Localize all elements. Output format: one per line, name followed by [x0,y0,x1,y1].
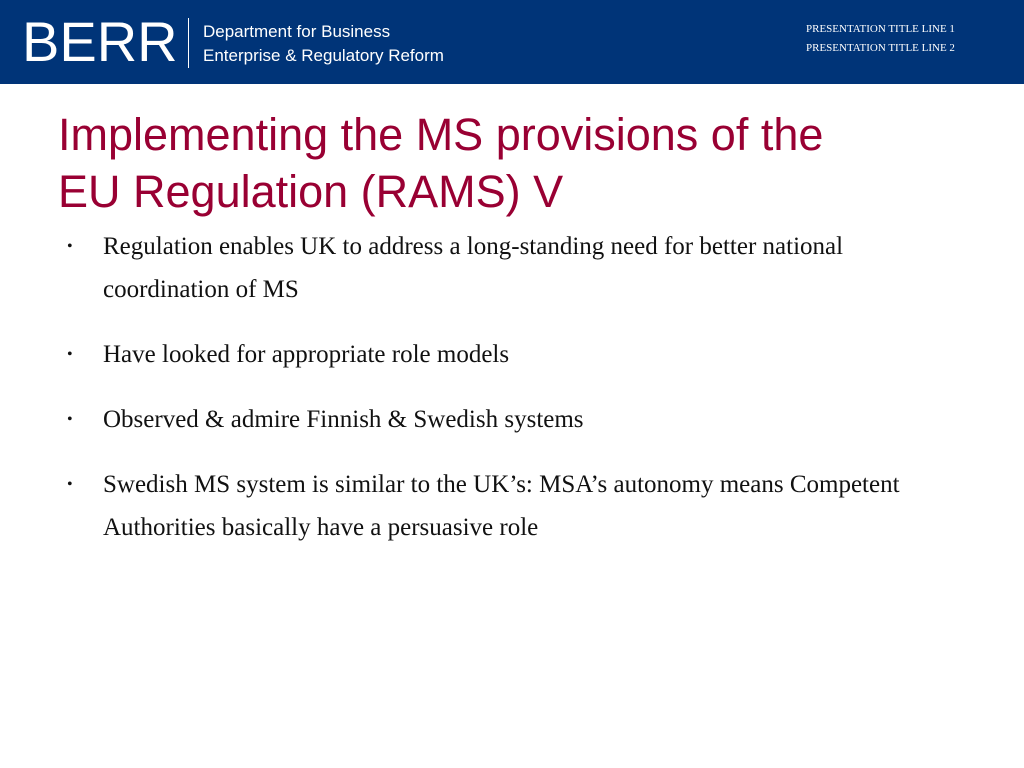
bullet-text: Swedish MS system is similar to the UK’s: MSA’s autonomy means Competent Authorities basically have a persuasive role [103,471,900,541]
bullet-dot-icon: • [67,346,73,363]
bullet-item [62,225,962,311]
bullet-dot-icon: • [67,411,73,428]
slide-title-line1: Implementing the MS provisions of the [58,109,824,160]
presentation-title-line2: PRESENTATION TITLE LINE 2 [806,42,955,54]
bullet-text: Regulation enables UK to address a long-standing need for better national coordination of MS [103,233,844,303]
header-bar [0,0,1024,84]
bullet-list [62,225,962,571]
bullet-item [62,398,962,441]
logo-divider [188,18,189,68]
bullet-item [62,463,962,549]
bullet-text: Have looked for appropriate role models [103,341,510,368]
presentation-title-line1: PRESENTATION TITLE LINE 1 [806,23,955,35]
berr-logo: BERR [22,10,178,73]
bullet-item [62,333,962,376]
bullet-dot-icon: • [67,476,73,493]
slide-title [58,106,988,220]
department-name-line1: Department for Business [203,22,391,41]
bullet-text: Observed & admire Finnish & Swedish systems [103,406,584,433]
bullet-dot-icon: • [67,238,73,255]
slide-title-line2: EU Regulation (RAMS) V [58,166,564,217]
department-name-line2: Enterprise & Regulatory Reform [203,46,444,65]
